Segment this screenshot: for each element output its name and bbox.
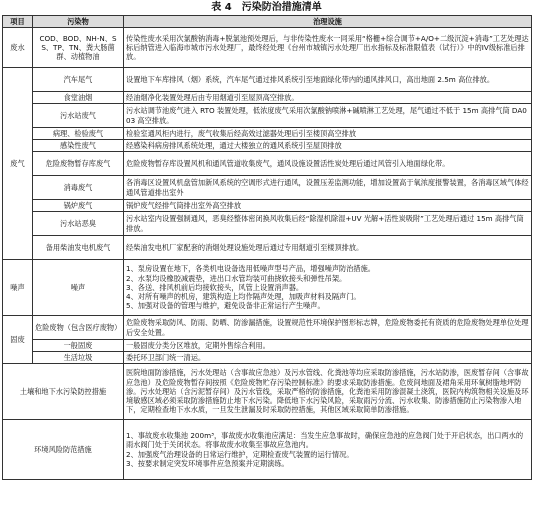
measure-cell: 经感染科病房排风系统处理，通过大楼独立的通风系统引至屋顶排放 <box>124 140 532 152</box>
measure-cell: 经柴油发电机厂家配套的消烟处理设施处理后通过专用烟道引至楼顶排放。 <box>124 236 532 260</box>
category-cell: 废气 <box>3 68 33 260</box>
pollutant-cell: 备用柴油发电机废气 <box>33 236 124 260</box>
measure-cell: 一般固废分类分区堆放，定期外售综合利用。 <box>124 340 532 352</box>
pollutant-cell: 一般固废 <box>33 340 124 352</box>
measures-table <box>2 15 532 480</box>
pollutant-cell: 感染性废气 <box>33 140 124 152</box>
header-pollutant: 污染物 <box>33 16 124 28</box>
table-title: 表 4 污染防治措施清单 <box>211 2 322 13</box>
table-row <box>3 364 532 420</box>
measure-cell: 医院地面防渗措施，污水处理站（含事故应急池）及污水管线、化粪池等均应采取防渗措施，污水站防渗，医废暂存间（含事故应急池）及危险废物暂存间按照《危险废物贮存污染控制标准》的要求采取防渗措施。危废间地面及裙角采用环氧树脂地坪防渗。污水处理站（含污泥暂存间）及污水管线，采取严格的防渗措施，化粪池采用防渗混凝土浇筑，医院内构筑物相关设施及环境敏感区域必须采取防渗措施防止地下水污染。降低地下水污染风险，采取雨污分流、污水收集、防渗措施防止污染物渗入地下，定期检查地下水水质，一旦发生泄漏及时采取防控措施，其他区域采取简单防渗措施。 <box>124 364 532 420</box>
table-row <box>3 176 532 200</box>
table-row <box>3 340 532 352</box>
measure-cell: 1、事故废水收集池 200m³，事故废水收集池应满足：当发生应急事故时，确保应急池的应急阀门处于开启状态，出口两水的雨水阀门处于关闭状态。将事故废水收集至事故应急池内。 2、加强废气治理设备的日常运行维护，定期检查废气装置的运行情况。 3、按要求制定突发环境事件应急预案并定期演练。 <box>124 420 532 480</box>
pollutant-cell: 生活垃圾 <box>33 352 124 364</box>
header-measure: 治理设施 <box>124 16 532 28</box>
table-row <box>3 260 532 316</box>
category-cell: 固废 <box>3 316 33 364</box>
table-row <box>3 352 532 364</box>
table-row <box>3 236 532 260</box>
measure-cell: 经油烟净化装置处理后由专用烟道引至屋顶高空排放。 <box>124 92 532 104</box>
category-cell: 废水 <box>3 28 33 68</box>
header-project: 项目 <box>3 16 33 28</box>
category-cell: 环境风险防范措施 <box>3 420 124 480</box>
pollutant-cell: 消毒废气 <box>33 176 124 200</box>
pollutant-cell: COD、BOD、NH-N、SS、TP、TN、粪大肠菌群、动植物油 <box>33 28 124 68</box>
table-row <box>3 152 532 176</box>
pollutant-cell: 噪声 <box>33 260 124 316</box>
pollutant-cell: 污水站废气 <box>33 104 124 128</box>
pollutant-cell: 食堂油烟 <box>33 92 124 104</box>
pollutant-cell: 汽车尾气 <box>33 68 124 92</box>
table-row <box>3 212 532 236</box>
table-row <box>3 104 532 128</box>
measure-cell: 传染性废水采用次氯酸钠消毒+脱氯池预处理后，与非传染性废水一同采用“格栅+综合调节+A/O+二级沉淀+消毒”工艺处理达标后纳管进入临海市城市污水处理厂，最终经处理《台州市城镇污水处理厂出水指标及标准限值表（试行）》中的IV级标准后排放。 <box>124 28 532 68</box>
measure-cell: 各消毒区设置风机盘管加新风系统的空调形式进行通风，设置压差监测功能，增加设置高于氧浓度报警装置，各消毒区域气体经通风管道排出室外 <box>124 176 532 200</box>
measure-cell: 委托环卫部门统一清运。 <box>124 352 532 364</box>
pollutant-cell: 病理、检验废气 <box>33 128 124 140</box>
table-row <box>3 68 532 92</box>
table-row <box>3 420 532 480</box>
table-row <box>3 128 532 140</box>
table-row <box>3 316 532 340</box>
measure-cell: 危险废物暂存库设置风机和通风管道收集废气，通风设施设置活性炭处理后通过风管引入地面绿化带。 <box>124 152 532 176</box>
table-row <box>3 200 532 212</box>
measure-cell: 锅炉废气经排气筒排出室外高空排放 <box>124 200 532 212</box>
table-row <box>3 28 532 68</box>
category-cell: 噪声 <box>3 260 33 316</box>
measure-cell: 危险废物采取防风、防雨、防晒、防渗漏措施，设置规范性环境保护图形标志牌，危险废物委托有资质的危险废物处理单位处理后安全处置。 <box>124 316 532 340</box>
category-cell: 土壤和地下水污染防控措施 <box>3 364 124 420</box>
measure-cell: 检验室通风柜内进行，废气收集后经高效过滤器处理后引至楼顶高空排放 <box>124 128 532 140</box>
pollutant-cell: 危险废物（包含医疗废物） <box>33 316 124 340</box>
table-row <box>3 92 532 104</box>
header-row <box>3 16 532 28</box>
measure-cell: 污水站室内设置强制通风，恶臭经整体密闭换风收集后经“除湿机除湿+UV 光解+活性炭吸附”工艺处理后通过 15m 高排气筒排放。 <box>124 212 532 236</box>
table-row <box>3 140 532 152</box>
pollutant-cell: 锅炉废气 <box>33 200 124 212</box>
measure-cell: 设置地下车库排风（烟）系统，汽车尾气通过排风系统引至地面绿化带内的通风排风口，高出地面 2.5m 高位排放。 <box>124 68 532 92</box>
measure-cell: 污水站调节池废气进入 RTO 装置处理，低浓度废气采用次氯酸钠喷淋+碱喷淋工艺处理，尾气通过不低于 15m 高排气筒 DA003 高空排放。 <box>124 104 532 128</box>
pollutant-cell: 危险废物暂存库废气 <box>33 152 124 176</box>
pollutant-cell: 污水站恶臭 <box>33 212 124 236</box>
measure-cell: 1、泵房设置在地下，各类机电设备选用低噪声型号产品，增强噪声防治措施。 2、水泵均设橡胶减震垫，进出口水管均装可曲挠软接头和弹性吊架。 3、各送、排风机前后均接软接头，风管上设置消声器。 4、对所有噪声的机房，建筑构造上均作隔声处理，加吸声材料及隔声门。 5、加强对设备的管理与维护，避免设备非正常运行产生噪声。 <box>124 260 532 316</box>
